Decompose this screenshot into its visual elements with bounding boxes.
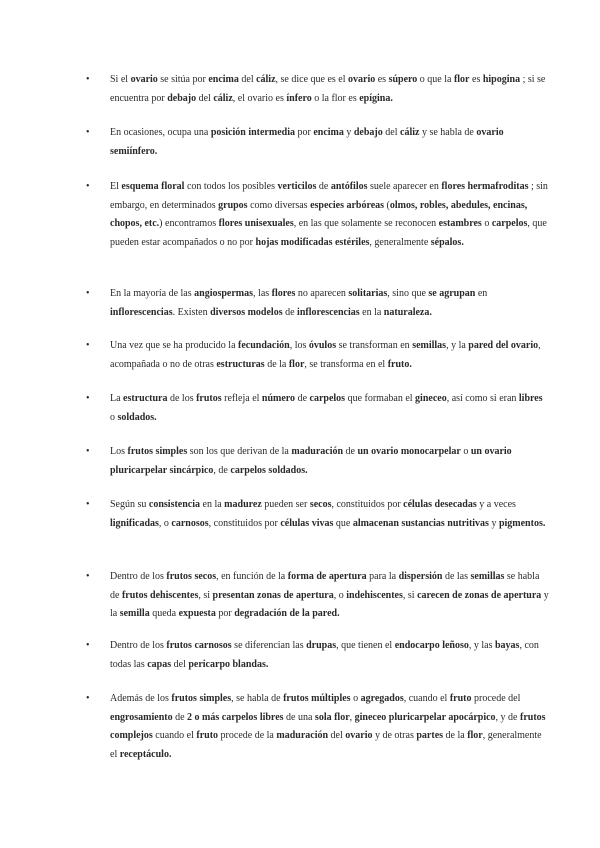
bold-term: pericarpo blandas. <box>188 658 269 670</box>
text-run: del <box>328 730 346 741</box>
bold-term: carpelos soldados. <box>230 464 308 476</box>
text-run: de <box>172 711 188 723</box>
bullet-item <box>86 637 550 674</box>
bold-term: estructuras <box>216 358 265 370</box>
text-run: , constituidos por <box>208 517 281 529</box>
bold-term: flores <box>271 288 296 299</box>
bold-term: presentan zonas de apertura <box>212 589 334 601</box>
text-run: , generalmente el <box>110 730 542 760</box>
bold-term: un ovario pluricarpelar sincárpico <box>110 446 512 476</box>
text-run: de los <box>167 393 197 404</box>
text-run: de <box>282 306 298 318</box>
bullet-text <box>110 499 545 529</box>
bold-term: dispersión <box>398 571 443 582</box>
bold-term: se agrupan <box>428 288 476 299</box>
text-run: , de <box>213 464 231 476</box>
text-run: En ocasiones, ocupa una <box>110 127 211 138</box>
bold-term: células desecadas <box>403 499 477 510</box>
text-run: del <box>382 127 400 138</box>
bold-term: células vivas <box>280 517 334 529</box>
text-run: del <box>196 92 214 104</box>
text-run: de una <box>283 711 315 723</box>
text-run: ) encontramos <box>159 218 219 229</box>
bold-term: cáliz <box>400 127 420 138</box>
bullet-icon: • <box>86 446 90 457</box>
bullet-text <box>110 340 541 370</box>
bold-term: bayas <box>494 640 520 651</box>
bold-term: fruto <box>449 693 472 704</box>
text-run: de la <box>264 358 289 370</box>
bold-term: frutos <box>196 393 222 404</box>
bold-term: engrosamiento <box>110 711 173 723</box>
text-run: Los <box>110 446 128 457</box>
bold-term: flor <box>288 358 305 370</box>
text-run: de <box>343 446 358 457</box>
bold-term: pigmentos. <box>498 517 546 529</box>
bold-term: posición intermedia <box>210 127 295 138</box>
text-run: como diversas <box>247 199 311 211</box>
text-run: y <box>343 127 354 138</box>
bullet-icon: • <box>86 340 90 351</box>
text-run: del <box>238 74 257 85</box>
text-run: o la flor es <box>311 92 360 104</box>
bold-term: drupas <box>306 640 337 651</box>
text-run: , en función de la <box>216 571 288 582</box>
text-run: , y de <box>495 711 520 723</box>
text-run: queda <box>149 608 179 619</box>
bold-term: libres <box>518 393 543 404</box>
bold-term: secos <box>309 499 332 510</box>
bullet-item <box>86 124 550 161</box>
text-run: Además de los <box>110 693 172 704</box>
bold-term: ovario <box>345 730 373 741</box>
text-run: del <box>171 658 189 670</box>
bold-term: olmos, robles, abedules, encinas, chopos, etc. <box>110 199 528 229</box>
bold-term: flor <box>453 74 470 85</box>
bold-term: sépalos. <box>430 236 464 248</box>
bold-term: frutos complejos <box>110 711 546 741</box>
bullet-text <box>110 288 487 318</box>
text-run: , los <box>289 340 309 351</box>
text-run: que formaban el <box>345 393 416 404</box>
bold-term: semillas <box>470 571 505 582</box>
text-run: o <box>350 693 361 704</box>
bullet-text <box>110 127 504 157</box>
text-run: no aparecen <box>295 288 349 299</box>
bold-term: sola flor <box>314 711 350 723</box>
bullet-text <box>110 181 548 248</box>
bullet-text <box>110 571 549 619</box>
bold-term: inflorescencias <box>297 306 360 318</box>
text-run: procede del <box>471 693 521 704</box>
bold-term: madurez <box>224 499 262 510</box>
text-run: se sitúa por <box>157 74 209 85</box>
bold-term: debajo <box>167 92 197 104</box>
text-run: procede de la <box>218 730 277 741</box>
bullet-item <box>86 390 550 427</box>
bold-term: frutos simples <box>127 446 188 457</box>
bold-term: ínfero <box>286 92 312 104</box>
bold-term: partes <box>416 730 444 741</box>
bold-term: cáliz <box>213 92 233 104</box>
bullet-text <box>110 74 545 104</box>
bold-term: grupos <box>218 199 248 211</box>
bold-term: endocarpo leñoso <box>394 640 469 651</box>
bold-term: encima <box>208 74 239 85</box>
bold-term: frutos secos <box>166 571 217 582</box>
text-run: Dentro de los <box>110 640 167 651</box>
bullet-icon: • <box>86 571 90 582</box>
bullet-item <box>86 690 550 764</box>
bullet-item <box>86 178 550 252</box>
bullet-icon: • <box>86 181 90 192</box>
bold-term: frutos simples <box>171 693 232 704</box>
text-run: es <box>469 74 483 85</box>
text-run: por <box>215 608 235 619</box>
bold-term: especies arbóreas <box>310 199 385 211</box>
bold-term: semilla <box>119 608 150 619</box>
text-run: El <box>110 181 122 192</box>
bold-term: ovario <box>130 74 158 85</box>
bold-term: antófilos <box>330 181 368 192</box>
bold-term: epígina. <box>359 92 393 104</box>
bold-term: carecen de zonas de apertura <box>417 589 542 601</box>
text-run: en <box>475 288 488 299</box>
text-run: , acompañada o no de otras <box>110 340 541 370</box>
bold-term: esquema floral <box>121 181 185 192</box>
text-run: en la <box>200 499 225 510</box>
bold-term: gineceo <box>415 393 447 404</box>
bold-term: indehiscentes <box>346 589 403 601</box>
bold-term: receptáculo. <box>119 748 172 760</box>
text-run: Según su <box>110 499 149 510</box>
bold-term: fecundación <box>238 340 290 351</box>
text-run: , y la <box>446 340 469 351</box>
bold-term: soldados. <box>117 411 157 423</box>
text-run: con todos los posibles <box>184 181 278 192</box>
text-run: ( <box>384 199 390 211</box>
bold-term: número <box>261 393 296 404</box>
bullet-item <box>86 285 550 322</box>
text-run: Una vez que se ha producido la <box>110 340 239 351</box>
text-run: En la mayoría de las <box>110 288 195 299</box>
text-run: se habla de <box>110 571 540 601</box>
bold-term: hipogina <box>482 74 521 85</box>
bullet-icon: • <box>86 74 90 85</box>
bold-term: carnosos <box>171 517 209 529</box>
text-run: , se dice que es el <box>275 74 349 85</box>
bold-term: lignificadas <box>110 517 159 529</box>
bold-term: pared del ovario <box>468 340 539 351</box>
text-run: se diferencian las <box>231 640 307 651</box>
bold-term: semillas <box>412 340 447 351</box>
text-run: , que pueden estar acompañados o no por <box>110 218 547 248</box>
bold-term: gineceo pluricarpelar apocárpico <box>354 711 496 723</box>
bold-term: expuesta <box>178 608 216 619</box>
text-run: en la <box>359 306 384 318</box>
bold-term: encima <box>313 127 344 138</box>
bullet-item <box>86 568 550 624</box>
bold-term: estructura <box>123 393 168 404</box>
bold-term: angiospermas <box>194 288 254 299</box>
bold-term: frutos carnosos <box>166 640 232 651</box>
bold-term: óvulos <box>308 340 337 351</box>
bullet-text <box>110 393 543 423</box>
text-run: , <box>349 711 355 723</box>
bold-term: hojas modificadas estériles <box>255 236 370 248</box>
text-run: , o <box>158 517 172 529</box>
text-run: , que tienen el <box>336 640 395 651</box>
text-run: y <box>488 517 499 529</box>
text-run: para la <box>366 571 399 582</box>
bold-term: solitarias <box>348 288 388 299</box>
bold-term: estambres <box>438 218 482 229</box>
text-run: o que la <box>417 74 454 85</box>
bold-term: cáliz <box>256 74 276 85</box>
bullet-icon: • <box>86 127 90 138</box>
text-run: . Existen <box>172 306 211 318</box>
text-run: , o <box>333 589 347 601</box>
bold-term: flores hermafroditas <box>441 181 529 192</box>
text-run: refleja el <box>221 393 262 404</box>
text-run: de las <box>442 571 471 582</box>
bullet-item <box>86 443 550 480</box>
text-run: , se transforma en el <box>304 358 388 370</box>
text-run: y a veces <box>476 499 516 510</box>
bold-term: 2 o más carpelos libres <box>187 711 284 723</box>
text-run: , así como si eran <box>446 393 519 404</box>
bold-term: agregados <box>360 693 404 704</box>
bold-term: súpero <box>388 74 418 85</box>
bold-term: capas <box>147 658 172 670</box>
bold-term: ovario semiínfero. <box>110 127 504 157</box>
bullet-text <box>110 446 512 476</box>
text-run: de <box>295 393 310 404</box>
bold-term: consistencia <box>148 499 201 510</box>
text-run: Dentro de los <box>110 571 167 582</box>
text-run: ; si se encuentra por <box>110 74 546 104</box>
bullet-text <box>110 693 546 760</box>
bullet-item <box>86 71 550 108</box>
bullet-icon: • <box>86 288 90 299</box>
text-run: , sino que <box>387 288 429 299</box>
bullet-icon: • <box>86 693 90 704</box>
bold-term: frutos múltiples <box>283 693 351 704</box>
text-run: , las <box>253 288 272 299</box>
bold-term: maduración <box>276 730 329 741</box>
bullet-text <box>110 640 539 670</box>
bold-term: carpelos <box>491 218 528 229</box>
bold-term: flor <box>467 730 483 741</box>
bullet-icon: • <box>86 640 90 651</box>
bold-term: degradación de la pared. <box>234 608 340 619</box>
bullet-icon: • <box>86 499 90 510</box>
text-run: , se habla de <box>231 693 284 704</box>
text-run: y la <box>110 589 549 619</box>
bold-term: fruto <box>196 730 219 741</box>
text-run: o <box>481 218 492 229</box>
text-run: pueden ser <box>261 499 310 510</box>
bold-term: maduración <box>291 446 344 457</box>
text-run: por <box>294 127 314 138</box>
bold-term: fruto. <box>387 358 412 370</box>
text-run: cuando el <box>152 730 197 741</box>
text-run: de la <box>443 730 468 741</box>
text-run: La <box>110 393 124 404</box>
text-run: , si <box>402 589 418 601</box>
bold-term: verticilos <box>277 181 317 192</box>
text-run: , con todas las <box>110 640 539 670</box>
bold-term: carpelos <box>309 393 346 404</box>
text-run: , constituidos por <box>331 499 404 510</box>
text-run: o <box>460 446 471 457</box>
bold-term: almacenan sustancias nutritivas <box>352 517 489 529</box>
text-run: y se habla de <box>419 127 477 138</box>
text-run: , y las <box>468 640 495 651</box>
bold-term: debajo <box>353 127 383 138</box>
text-run: Si el <box>110 74 131 85</box>
bullet-item <box>86 337 550 374</box>
bold-term: forma de apertura <box>287 571 367 582</box>
bullet-item <box>86 496 550 533</box>
text-run: son los que derivan de la <box>187 446 292 457</box>
text-run: se transforman en <box>336 340 413 351</box>
bold-term: ovario <box>348 74 376 85</box>
bold-term: frutos dehiscentes <box>121 589 199 601</box>
text-run: , en las que solamente se reconocen <box>293 218 439 229</box>
bullet-icon: • <box>86 393 90 404</box>
text-run: o <box>110 411 118 423</box>
bold-term: inflorescencias <box>110 306 173 318</box>
text-run: que <box>333 517 353 529</box>
text-run: de <box>316 181 331 192</box>
text-run: , si <box>198 589 213 601</box>
text-run: ; sin embargo, en determinados <box>110 181 548 211</box>
bold-term: flores unisexuales <box>218 218 294 229</box>
text-run: , el ovario es <box>232 92 287 104</box>
bold-term: diversos modelos <box>210 306 283 318</box>
text-run: , generalmente <box>369 236 431 248</box>
bold-term: naturaleza. <box>383 306 432 318</box>
text-run: , cuando el <box>403 693 450 704</box>
bold-term: un ovario monocarpelar <box>357 446 461 457</box>
text-run: suele aparecer en <box>367 181 442 192</box>
text-run: es <box>375 74 389 85</box>
text-run: y de otras <box>372 730 417 741</box>
